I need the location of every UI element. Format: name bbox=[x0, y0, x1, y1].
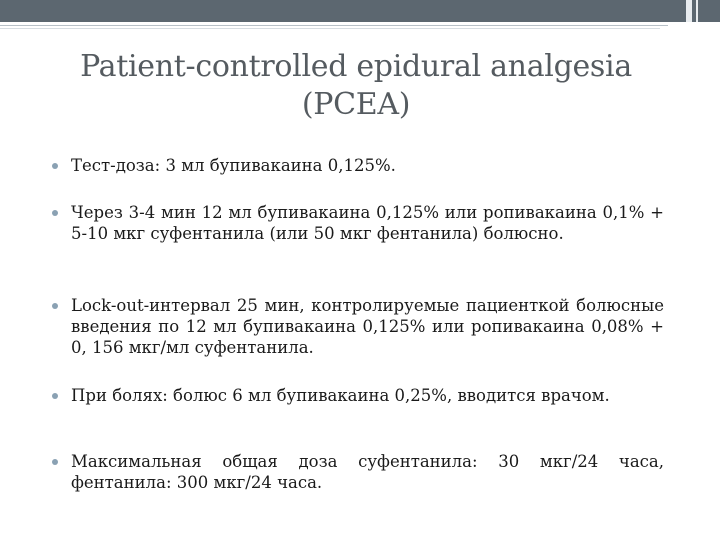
bullet-text: Lock-out-интервал 25 мин, контролируемые пациенткой болюсные введения по 12 мл бупивакаина 0,125% или ропивакаина 0,08% + 0, 156 мкг/мл суфентанила. bbox=[71, 296, 664, 357]
header-divider bbox=[0, 28, 660, 29]
header-bar bbox=[0, 0, 720, 22]
slide-title-line-1: Patient-controlled epidural analgesia bbox=[80, 49, 632, 84]
bullet-item bbox=[52, 295, 664, 358]
bullet-dot-icon bbox=[52, 210, 58, 216]
header-accent-stripe bbox=[696, 0, 698, 22]
bullet-text: Максимальная общая доза суфентанила: 30 мкг/24 часа, фентанила: 300 мкг/24 часа. bbox=[71, 452, 664, 492]
header-accent-stripe bbox=[686, 0, 692, 22]
bullet-dot-icon bbox=[52, 303, 58, 309]
slide-title bbox=[0, 48, 712, 124]
bullet-text: При болях: болюс 6 мл бупивакаина 0,25%, вводится врачом. bbox=[71, 386, 610, 405]
slide-title-line-2: (PCEA) bbox=[301, 87, 411, 122]
bullet-dot-icon bbox=[52, 459, 58, 465]
bullet-dot-icon bbox=[52, 393, 58, 399]
header-divider bbox=[0, 25, 668, 26]
bullet-item bbox=[52, 451, 664, 493]
bullet-dot-icon bbox=[52, 163, 58, 169]
bullet-text: Тест-доза: 3 мл бупивакаина 0,125%. bbox=[71, 156, 396, 175]
bullet-item bbox=[52, 385, 610, 406]
bullet-item bbox=[52, 155, 396, 176]
bullet-text: Через 3-4 мин 12 мл бупивакаина 0,125% или ропивакаина 0,1% + 5-10 мкг суфентанила (или 50 мкг фентанила) болюсно. bbox=[71, 203, 664, 243]
bullet-item bbox=[52, 202, 664, 244]
